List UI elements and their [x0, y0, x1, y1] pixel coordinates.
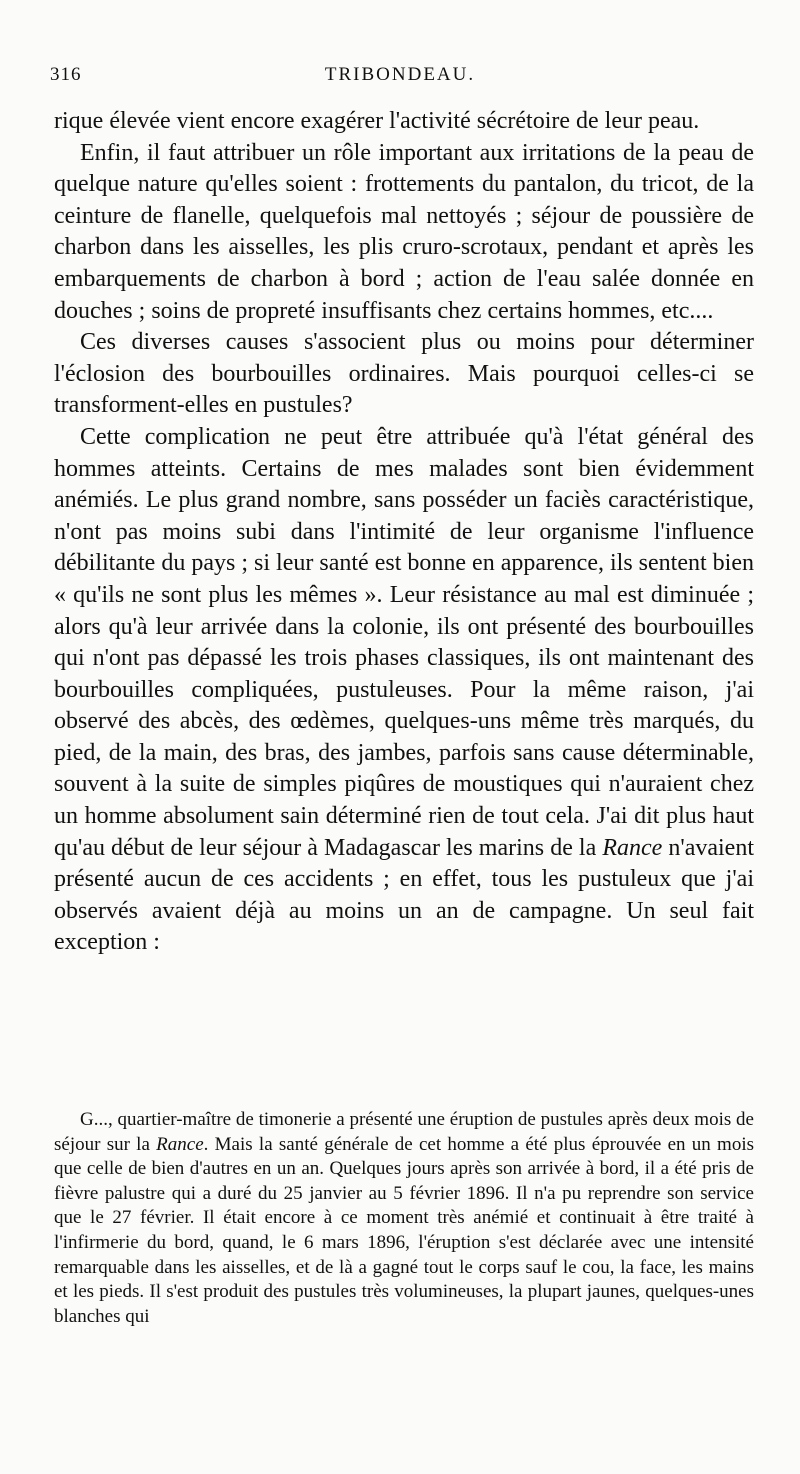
- paragraph: Ces diverses causes s'associent plus ou moins pour déterminer l'éclosion des bourbouilles ordinaires. Mais pourquoi celles-ci se transforment-elles en pustules?: [54, 329, 754, 419]
- ship-name: Rance: [602, 834, 663, 861]
- note-text: G..., quartier-maître de timonerie a présenté une éruption de pustules après deux mois de séjour sur la: [54, 1109, 754, 1155]
- case-note: [54, 1108, 754, 1329]
- running-title: TRIBONDEAU.: [324, 64, 476, 85]
- note-text: . Mais la santé générale de cet homme a été plus éprouvée en un mois que celle de bien d'autres en un an. Quelques jours après son arrivée à bord, il a été pris de fièvre palustre qui a duré du 25 janvier au 5 février 1896. Il n'a pu reprendre son service que le 27 février. Il était encore à ce moment très anémié et continuait à être traité à l'infirmerie du bord, quand, le 6 mars 1896, l'éruption s'est déclarée avec une intensité remarquable dans les aisselles, et de là a gagné tout le corps sauf le cou, la face, les mains et les pieds. Il s'est produit des pustules très volumineuses, la plupart jaunes, quelques-unes blanches qui: [54, 1133, 754, 1327]
- main-text: [54, 106, 754, 959]
- paragraph: Enfin, il faut attribuer un rôle important aux irritations de la peau de quelque nature qu'elles soient : frottements du pantalon, du tricot, de la ceinture de flanelle, quelquefois mal nettoyés ; séjour de poussière de charbon dans les aisselles, les plis cruro-scrotaux, pendant et après les embarquements de charbon à bord ; action de l'eau salée donnée en douches ; soins de propreté insuffisants chez certains hommes, etc....: [54, 139, 754, 324]
- page-number: 316: [50, 64, 82, 85]
- paragraph: [54, 422, 754, 959]
- paragraph-text: Cette complication ne peut être attribuée qu'à l'état général des hommes atteints. Certains de mes malades sont bien évidemment anémiés. Le plus grand nombre, sans posséder un faciès caractéristique, n'ont pas moins subi dans l'intimité de leur organisme l'influence débilitante du pays ; si leur santé est bonne en apparence, ils sentent bien « qu'ils ne sont plus les mêmes ». Leur résistance au mal est diminuée ; alors qu'à leur arrivée dans la colonie, ils ont présenté des bourbouilles qui n'ont pas dépassé les trois phases classiques, ils ont maintenant des bourbouilles compliquées, pustuleuses. Pour la même raison, j'ai observé des abcès, des œdèmes, quelques-uns même très marqués, du pied, de la main, des bras, des jambes, parfois sans cause déterminable, souvent à la suite de simples piqûres de moustiques qui n'auraient chez un homme absolument sain déterminé rien de tout cela. J'ai dit plus haut qu'au début de leur séjour à Madagascar les marins de la: [54, 423, 754, 861]
- paragraph: rique élevée vient encore exagérer l'activité sécrétoire de leur peau.: [54, 108, 700, 134]
- paragraph-text: n'avaient présenté aucun de ces accidents ; en effet, tous les pustuleux que j'ai observés avaient déjà au moins un an de campagne. Un seul fait exception :: [54, 834, 754, 956]
- note-paragraph: [54, 1108, 754, 1329]
- ship-name: Rance: [156, 1133, 204, 1155]
